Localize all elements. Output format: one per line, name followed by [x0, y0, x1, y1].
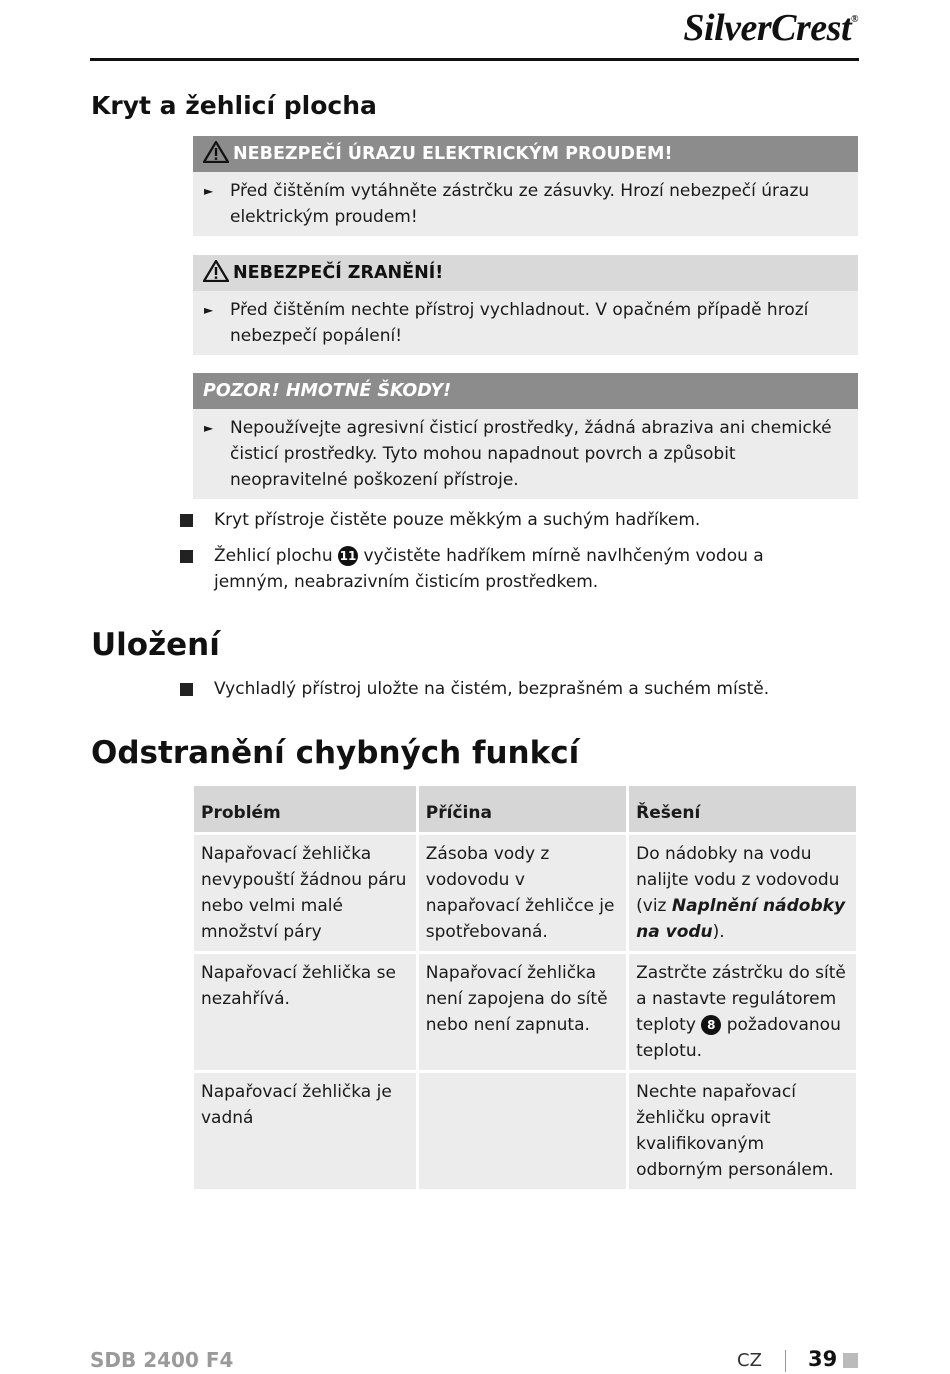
footer-square-icon: [843, 1353, 858, 1368]
cell-problem: Napařovací žehlička je vadná: [194, 1073, 419, 1192]
column-header-cause: Příčina: [419, 786, 629, 835]
bullet-square-icon: [180, 550, 193, 563]
part-number-badge: 11: [338, 546, 358, 566]
cell-solution: Zastrčte zástrčku do sítě a nastavte regulátorem teploty 8 požadovanou teplotu.: [629, 954, 856, 1073]
list-item: Kryt přístroje čistěte pouze měkkým a suchým hadříkem.: [180, 507, 840, 533]
troubleshooting-table: [194, 786, 856, 1192]
arrow-right-icon: ►: [204, 184, 214, 198]
footer-language: CZ: [737, 1350, 762, 1371]
cell-cause: Napařovací žehlička není zapojena do sítě nebo není zapnuta.: [419, 954, 629, 1073]
cell-cause: Zásoba vody z vodovodu v napařovací žehličce je spotřebovaná.: [419, 835, 629, 954]
warning-text: ► Nepoužívejte agresivní čisticí prostředky, žádná abraziva ani chemické čisticí prostředky. Tyto mohou napadnout povrch a způsobit neopravitelné poškození přístroje.: [193, 409, 858, 499]
warning-heading: NEBEZPEČÍ ÚRAZU ELEKTRICKÝM PROUDEM!: [193, 136, 858, 172]
column-header-problem: Problém: [194, 786, 419, 835]
bullet-square-icon: [180, 514, 193, 527]
warning-text: ► Před čištěním vytáhněte zástrčku ze zásuvky. Hrozí nebezpečí úrazu elektrickým proudem!: [193, 172, 858, 236]
column-header-solution: Řešení: [629, 786, 856, 835]
bullet-square-icon: [180, 683, 193, 696]
warning-text: ► Před čištěním nechte přístroj vychladnout. V opačném případě hrozí nebezpečí popálení!: [193, 291, 858, 355]
table-row: [194, 1073, 856, 1192]
warning-heading: NEBEZPEČÍ ZRANĚNÍ!: [193, 255, 858, 291]
footer-divider: [785, 1350, 786, 1372]
part-number-badge: 8: [701, 1015, 721, 1035]
table-row: [194, 835, 856, 954]
footer-model: SDB 2400 F4: [90, 1348, 234, 1372]
cell-cause: [419, 1073, 629, 1192]
warning-triangle-icon: [203, 260, 229, 282]
brand-logo: SilverCrest®: [683, 7, 858, 49]
header-rule: [90, 58, 859, 61]
section-title-odstraneni: Odstranění chybných funkcí: [91, 735, 580, 771]
warning-injury: [193, 255, 858, 355]
cell-solution: Do nádobky na vodu nalijte vodu z vodovodu (viz Naplnění nádobky na vodu).: [629, 835, 856, 954]
cell-problem: Napařovací žehlička nevypouští žádnou páru nebo velmi malé množství páry: [194, 835, 419, 954]
warning-property-damage: [193, 373, 858, 499]
table-header-row: [194, 786, 856, 835]
list-item: Žehlicí plochu 11 vyčistěte hadříkem mírně navlhčeným vodou a jemným, neabrazivním čisticím prostředkem.: [180, 543, 840, 595]
section-title-ulozeni: Uložení: [91, 627, 220, 663]
arrow-right-icon: ►: [204, 303, 214, 317]
warning-triangle-icon: [203, 141, 229, 163]
cell-solution: Nechte napařovací žehličku opravit kvalifikovaným odborným personálem.: [629, 1073, 856, 1192]
page-number: 39: [808, 1347, 838, 1371]
section-title-kryt: Kryt a žehlicí plocha: [91, 91, 377, 120]
arrow-right-icon: ►: [204, 421, 214, 435]
warning-heading: POZOR! HMOTNÉ ŠKODY!: [193, 373, 858, 409]
warning-electric-shock: [193, 136, 858, 236]
table-row: [194, 954, 856, 1073]
cell-problem: Napařovací žehlička se nezahřívá.: [194, 954, 419, 1073]
list-item: Vychladlý přístroj uložte na čistém, bezprašném a suchém místě.: [180, 676, 840, 702]
